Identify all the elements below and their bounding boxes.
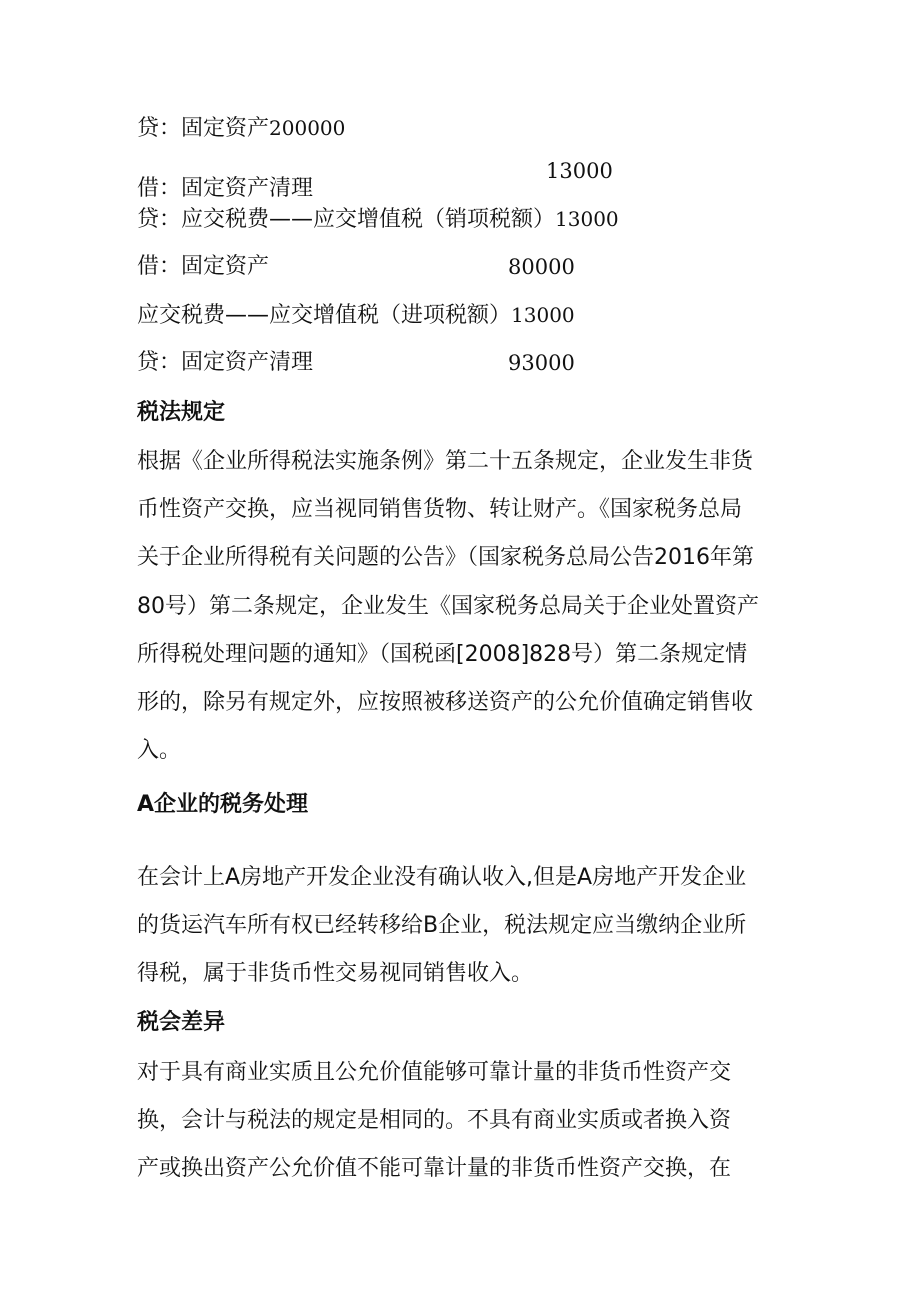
entry-line-3 — [137, 204, 619, 235]
paragraph-line: 得税，属于非货币性交易视同销售收入。 — [137, 961, 534, 987]
entry-amount: 80000 — [508, 255, 575, 279]
paragraph-line: 对于具有商业实质且公允价值能够可靠计量的非货币性资产交 — [137, 1060, 732, 1085]
entry-label: 借：固定资产清理 — [137, 176, 314, 201]
entry-label: 贷：固定资产清理 — [137, 350, 314, 375]
paragraph-tax-accounting-difference — [137, 1049, 797, 1194]
paragraph-line: 所得税处理问题的通知》（国税函[2008]828号）第二条规定情 — [137, 641, 748, 667]
paragraph-line: 的货运汽车所有权已经转移给B企业，税法规定应当缴纳企业所 — [137, 913, 747, 939]
entry-line-2 — [137, 174, 314, 201]
section-heading-tax-law: 税法规定 — [137, 400, 226, 425]
paragraph-line: 产或换出资产公允价值不能可靠计量的非货币性资产交换，在 — [137, 1156, 732, 1182]
entry-label: 应交税费——应交增值税（进项税额） — [137, 303, 512, 328]
paragraph-line: 形的，除另有规定外，应按照被移送资产的公允价值确定销售收 — [137, 690, 754, 716]
entry-label: 贷：应交税费——应交增值税（销项税额） — [137, 207, 556, 232]
entry-amount: 13000 — [511, 303, 575, 327]
entry-label: 借：固定资产 — [137, 254, 270, 279]
paragraph-line: 在会计上A房地产开发企业没有确认收入,但是A房地产开发企业 — [137, 865, 747, 890]
entry-label: 贷：固定资产 — [137, 116, 270, 141]
paragraph-line: 根据《企业所得税法实施条例》第二十五条规定，企业发生非货 — [137, 449, 754, 474]
paragraph-line: 换，会计与税法的规定是相同的。不具有商业实质或者换入资 — [137, 1108, 732, 1134]
entry-amount: 13000 — [555, 207, 619, 231]
paragraph-line: 入。 — [137, 738, 182, 764]
entry-amount: 200000 — [269, 116, 346, 140]
paragraph-line: 80号）第二条规定，企业发生《国家税务总局关于企业处置资产 — [137, 593, 759, 619]
paragraph-tax-treatment — [137, 854, 797, 999]
entry-line-6 — [137, 348, 313, 378]
section-heading-tax-treatment: A企业的税务处理 — [137, 792, 309, 817]
entry-line-1 — [137, 113, 345, 144]
entry-amount: 93000 — [508, 351, 575, 375]
paragraph-line: 关于企业所得税有关问题的公告》（国家税务总局公告2016年第 — [137, 545, 754, 571]
entry-amount: 13000 — [546, 159, 613, 183]
paragraph-line: 币性资产交换，应当视同销售货物、转让财产。《国家税务总局 — [137, 497, 743, 523]
entry-line-5 — [137, 300, 575, 331]
entry-line-4 — [137, 252, 269, 282]
section-heading-tax-accounting-difference: 税会差异 — [137, 1010, 226, 1035]
paragraph-tax-law — [137, 438, 797, 775]
